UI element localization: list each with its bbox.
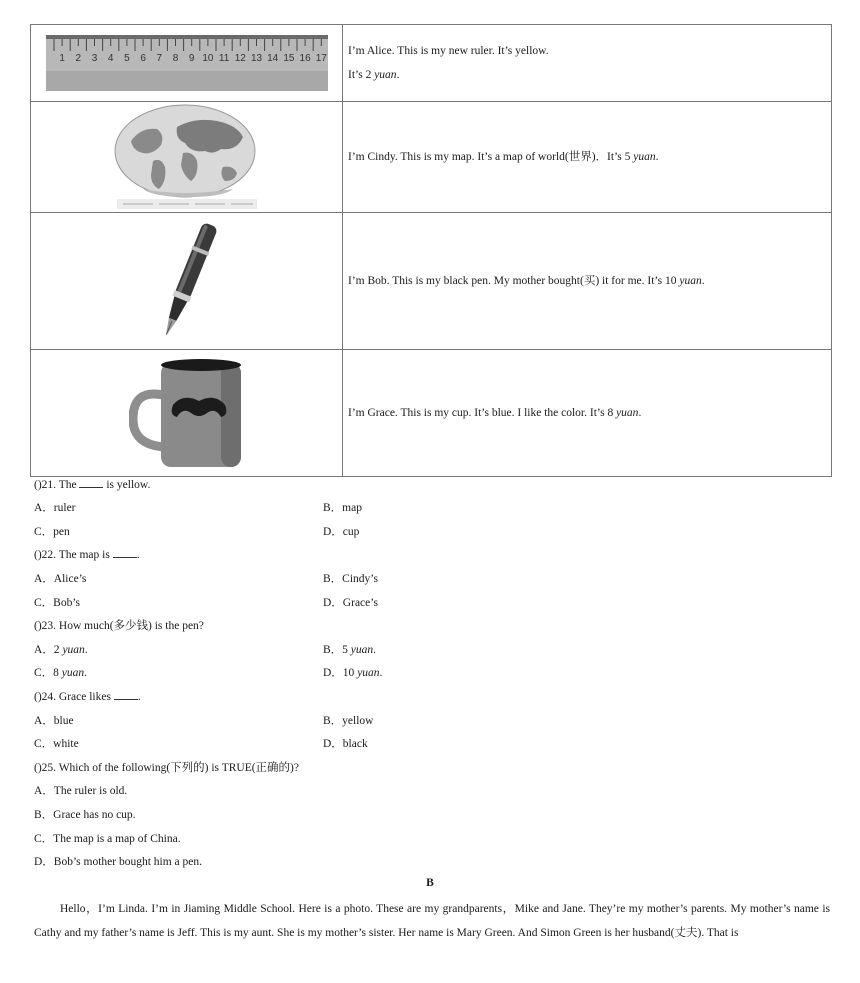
ruler-number: 2 <box>75 53 81 64</box>
image-cell <box>31 350 343 476</box>
question-23: ()23. How much(多少钱) is the pen? <box>34 620 204 632</box>
question-21: ()21. The is yellow. <box>34 479 151 491</box>
ruler-number: 7 <box>156 53 162 64</box>
option-b: B．yellow <box>323 715 374 727</box>
option-d: D．Bob’s mother bought him a pen. <box>34 856 203 868</box>
question-25: ()25. Which of the following(下列的) is TRUE(正确的)? <box>34 762 299 774</box>
ruler-number: 9 <box>188 53 194 64</box>
ruler-number: 11 <box>218 53 229 64</box>
ruler-number: 4 <box>107 53 113 64</box>
ruler-number: 8 <box>172 53 178 64</box>
option-b: B．Cindy’s <box>323 573 378 585</box>
text-cell <box>343 350 831 476</box>
option-c: C．white <box>34 738 79 750</box>
row4-line: I’m Grace. This is my cup. It’s blue. I like the color. It’s 8 yuan. <box>348 407 642 419</box>
mustache-mug-image <box>129 355 245 471</box>
option-d: D．black <box>323 738 368 750</box>
ruler-number: 13 <box>250 53 262 64</box>
ruler-number: 15 <box>282 53 294 64</box>
ruler-number: 6 <box>139 53 146 64</box>
table-row <box>31 213 831 350</box>
option-c: C．pen <box>34 526 70 538</box>
option-a: A．The ruler is old. <box>34 785 128 797</box>
option-b: B．Grace has no cup. <box>34 809 136 821</box>
table-row <box>31 25 831 102</box>
answer-blank <box>113 547 137 558</box>
option-c: C．Bob’s <box>34 597 81 609</box>
ruler-number: 16 <box>299 53 311 64</box>
option-b: B．5 yuan. <box>323 644 377 656</box>
ruler-number: 3 <box>91 53 97 64</box>
image-cell <box>31 25 343 101</box>
option-d: D．10 yuan. <box>323 667 383 679</box>
ruler-image <box>46 35 328 91</box>
pen-image <box>152 218 222 344</box>
answer-blank <box>79 477 103 488</box>
ruler-number: 17 <box>315 53 327 64</box>
text-cell <box>343 102 831 212</box>
option-b: B．map <box>323 502 362 514</box>
question-22: ()22. The map is . <box>34 549 140 561</box>
ruler-number: 14 <box>266 53 278 64</box>
option-a: A．2 yuan. <box>34 644 88 656</box>
table-row <box>31 102 831 213</box>
option-a: A．ruler <box>34 502 76 514</box>
table-row <box>31 350 831 476</box>
option-c: C．The map is a map of China. <box>34 833 181 845</box>
reading-table <box>30 24 832 477</box>
text-cell <box>343 25 831 101</box>
option-a: A．Alice’s <box>34 573 87 585</box>
passage-paragraph: Hello，I’m Linda. I’m in Jiaming Middle School. Here is a photo. These are my grandparents，Mike and Jane. They’re my mother’s parents. My mother’s name is Cathy and my father’s name is Jeff. This is my aunt. She is my mother’s sister. Her name is Mary Green. And Simon Green is her husband(丈夫). That is <box>34 903 830 939</box>
question-24: ()24. Grace likes . <box>34 691 141 703</box>
image-cell <box>31 213 343 349</box>
option-d: D．Grace’s <box>323 597 378 609</box>
section-heading: B <box>426 877 434 889</box>
option-a: A．blue <box>34 715 74 727</box>
answer-blank <box>114 689 138 700</box>
row2-line: I’m Cindy. This is my map. It’s a map of world(世界)．It’s 5 yuan. <box>348 151 659 163</box>
world-map-image <box>113 103 261 211</box>
ruler-number: 12 <box>234 53 246 64</box>
row1-line2: It’s 2 yuan. <box>348 69 400 81</box>
option-c: C．8 yuan. <box>34 667 88 679</box>
ruler-number: 10 <box>201 53 213 64</box>
option-d: D．cup <box>323 526 360 538</box>
row1-line1: I’m Alice. This is my new ruler. It’s yellow. <box>348 45 549 57</box>
text-cell <box>343 213 831 349</box>
image-cell <box>31 102 343 212</box>
row3-line: I’m Bob. This is my black pen. My mother bought(买) it for me. It’s 10 yuan. <box>348 275 705 287</box>
ruler-number: 1 <box>58 53 65 64</box>
ruler-number: 5 <box>123 53 130 64</box>
